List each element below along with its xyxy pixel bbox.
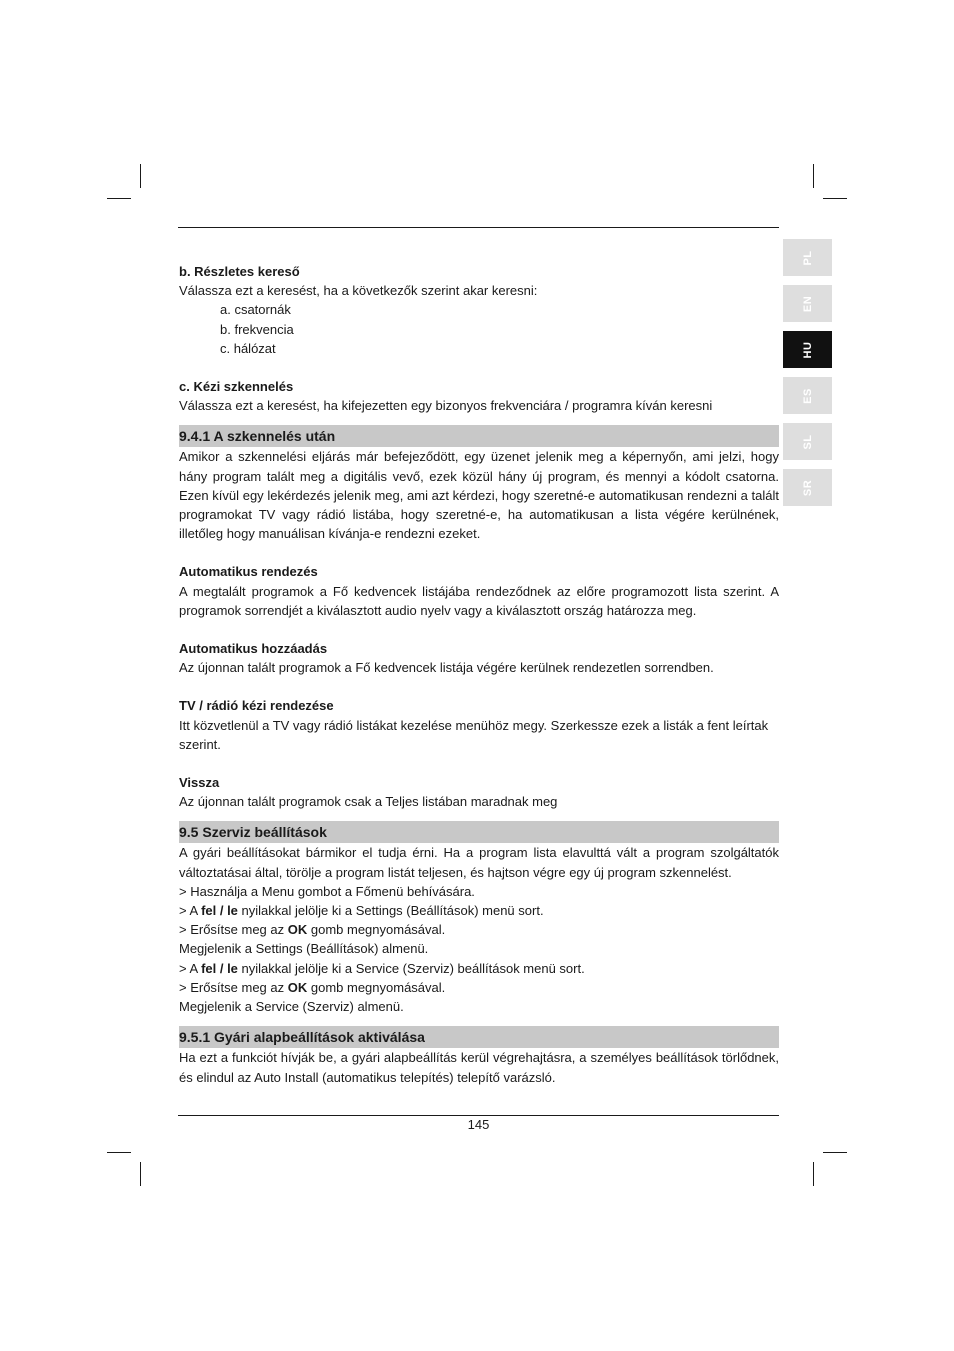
- lang-tab-sr[interactable]: [783, 469, 832, 506]
- section-heading: 9.4.1 A szkennelés után: [179, 425, 779, 447]
- note: Megjelenik a Service (Szerviz) almenü.: [179, 999, 404, 1015]
- step: > Erősítse meg az OK gomb megnyomásával.: [179, 979, 446, 995]
- lang-tab-es[interactable]: [783, 377, 832, 414]
- step: > Használja a Menu gombot a Főmenü behívására.: [179, 883, 475, 899]
- subheading: Automatikus rendezés: [179, 564, 318, 580]
- footer-rule: [178, 1115, 779, 1116]
- step: > Erősítse meg az OK gomb megnyomásával.: [179, 922, 446, 938]
- lang-tab-label: SR: [801, 479, 814, 496]
- paragraph: Amikor a szkennelési eljárás már befejeződött, egy üzenet jelenik meg a képernyőn, ami jelzi, hogy hány program talált meg a digitális vevő, ezek közül hány új program, és mennyi a kódolt csatorna. Ezen kívül egy lekérdezés jelenik meg, ami azt kérdezi, hogy szeretné-e automatikusan rendezni a talált programokat TV vagy rádió listába, hogy szeretné-e, ha automatikusan a lista végére kerülnének, illetőleg hogy manuálisan kívánja-e rendezni ezeket.: [179, 449, 779, 542]
- paragraph: Válassza ezt a keresést, ha kifejezetten egy bizonyos frekvenciára / programra kíván keresni: [179, 398, 713, 414]
- crop-mark: [107, 1152, 131, 1153]
- crop-mark: [107, 198, 131, 199]
- step: > A fel / le nyilakkal jelölje ki a Service (Szerviz) beállítások menü sort.: [179, 960, 585, 976]
- page-content: [179, 262, 779, 1087]
- lang-tab-label: HU: [801, 341, 814, 358]
- paragraph: Az újonnan talált programok a Fő kedvencek listája végére kerülnek rendezetlen sorrendben.: [179, 660, 714, 676]
- step: > A fel / le nyilakkal jelölje ki a Settings (Beállítások) menü sort.: [179, 903, 544, 919]
- lang-tab-sl[interactable]: [783, 423, 832, 460]
- paragraph: A megtalált programok a Fő kedvencek listájába rendeződnek az előre programozott lista szerint. A programok sorrendjét a kiválasztott audio nyelv vagy a kiválasztott ország határozza meg.: [179, 583, 779, 618]
- lang-tab-label: SL: [801, 433, 814, 450]
- list-item: a. csatornák: [220, 302, 291, 318]
- page-number: 145: [467, 1117, 490, 1132]
- list-item: b. frekvencia: [220, 321, 294, 337]
- section-heading: 9.5 Szerviz beállítások: [179, 821, 779, 843]
- lang-tab-label: EN: [801, 295, 814, 312]
- paragraph: Itt közvetlenül a TV vagy rádió listákat kezelése menühöz megy. Szerkessze ezek a listák a fent leírtak szerint.: [179, 717, 769, 752]
- crop-mark: [823, 1152, 847, 1153]
- crop-mark: [823, 198, 847, 199]
- paragraph: A gyári beállításokat bármikor el tudja érni. Ha a program lista elavulttá vált a program szolgáltatók változtatásai által, törölje a program listát teljesen, és hajtson végre egy új program szkennelést.: [179, 845, 779, 880]
- section-heading: 9.5.1 Gyári alapbeállítások aktiválása: [179, 1026, 779, 1048]
- subheading: c. Kézi szkennelés: [179, 379, 294, 395]
- crop-mark: [813, 164, 814, 188]
- list-item: c. hálózat: [220, 340, 276, 356]
- subheading: Vissza: [179, 775, 220, 791]
- header-rule: [178, 227, 779, 228]
- paragraph: Válassza ezt a keresést, ha a következők szerint akar keresni:: [179, 283, 538, 299]
- paragraph: Az újonnan talált programok csak a Teljes listában maradnak meg: [179, 794, 558, 810]
- subheading: Automatikus hozzáadás: [179, 641, 328, 657]
- language-tabs: [783, 239, 832, 515]
- lang-tab-en[interactable]: [783, 285, 832, 322]
- crop-mark: [813, 1162, 814, 1186]
- subheading: TV / rádió kézi rendezése: [179, 698, 334, 714]
- paragraph: Ha ezt a funkciót hívják be, a gyári alapbeállítás kerül végrehajtásra, a személyes beállítások törlődnek, és elindul az Auto Install (automatikus telepítés) telepítő varázsló.: [179, 1050, 779, 1085]
- lang-tab-hu[interactable]: [783, 331, 832, 368]
- note: Megjelenik a Settings (Beállítások) almenü.: [179, 941, 429, 957]
- lang-tab-label: ES: [801, 387, 814, 404]
- lang-tab-pl[interactable]: [783, 239, 832, 276]
- crop-mark: [140, 164, 141, 188]
- crop-mark: [140, 1162, 141, 1186]
- subheading: b. Részletes kereső: [179, 264, 300, 279]
- lang-tab-label: PL: [801, 249, 814, 266]
